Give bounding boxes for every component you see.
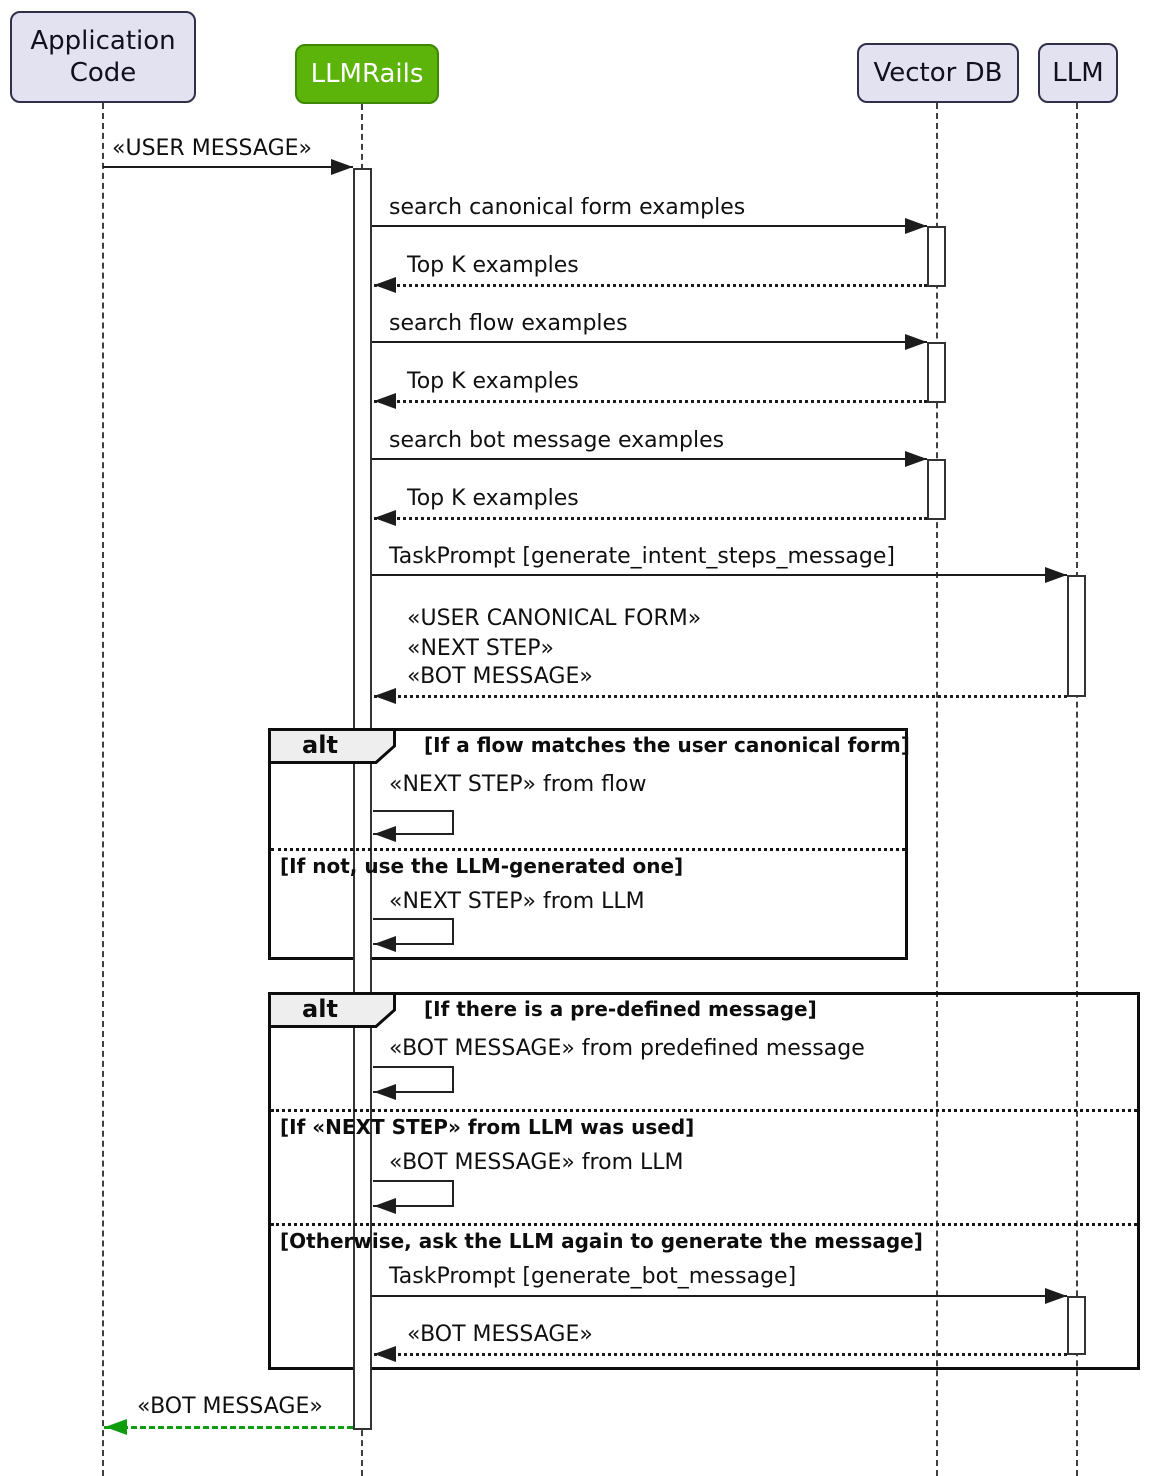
alt2-divider-2 [271,1223,1137,1226]
arrowhead-left-icon [374,277,396,293]
line-search-flow [372,341,927,343]
activation-vector-db-3 [927,459,946,520]
message-search-flow: search flow examples [389,311,628,336]
message-task-prompt-bot: TaskPrompt [generate_bot_message] [389,1264,797,1289]
activation-vector-db-2 [927,342,946,403]
line-task-prompt-intent [372,574,1067,576]
participant-application-code [10,11,196,103]
activation-llm-2 [1067,1296,1086,1355]
message-intent-return-3: «BOT MESSAGE» [407,664,593,689]
participant-llmrails-label: LLMRails [310,58,424,89]
participant-vector-db-label: Vector DB [873,57,1003,88]
line-user-message [103,166,353,168]
arrowhead-left-icon [374,688,396,704]
alt2-condition-1: [If there is a pre-defined message] [424,997,817,1021]
message-task-prompt-intent: TaskPrompt [generate_intent_steps_message] [389,544,895,569]
message-search-canonical: search canonical form examples [389,195,746,220]
line-top-k-1 [374,284,927,287]
message-next-step-from-llm: «NEXT STEP» from LLM [389,889,645,914]
arrowhead-left-icon [374,936,396,952]
message-top-k-1: Top K examples [407,253,579,278]
line-top-k-2 [374,400,927,403]
participant-llm [1038,43,1118,103]
line-search-bot [372,458,927,460]
message-bot-from-predefined: «BOT MESSAGE» from predefined message [389,1036,865,1061]
arrowhead-right-icon [905,451,927,467]
line-search-canonical [372,225,927,227]
arrowhead-left-icon [374,826,396,842]
message-bot-from-llm: «BOT MESSAGE» from LLM [389,1150,684,1175]
line-bot-return [374,1353,1067,1356]
participant-llm-label: LLM [1052,57,1104,88]
alt1-condition-1: [If a flow matches the user canonical form] [424,733,910,757]
line-intent-return [374,695,1067,698]
message-intent-return-2: «NEXT STEP» [407,636,554,661]
arrowhead-right-icon [905,218,927,234]
lifeline-application-code [102,103,104,1476]
message-bot-return: «BOT MESSAGE» [407,1322,593,1347]
alt2-condition-2: [If «NEXT STEP» from LLM was used] [280,1115,695,1139]
arrowhead-right-icon [1045,1288,1067,1304]
activation-vector-db-1 [927,226,946,287]
line-task-prompt-bot [372,1295,1067,1297]
alt1-condition-2: [If not, use the LLM-generated one] [280,854,684,878]
message-user-message: «USER MESSAGE» [112,136,312,161]
message-intent-return-1: «USER CANONICAL FORM» [407,606,702,631]
arrowhead-left-icon [374,1198,396,1214]
alt-keyword-1: alt [302,731,338,759]
alt1-divider [271,848,905,851]
line-top-k-3 [374,517,927,520]
alt2-condition-3: [Otherwise, ask the LLM again to generate the message] [280,1229,923,1253]
arrowhead-left-icon [374,1346,396,1362]
line-final-bot-message [104,1426,353,1429]
arrowhead-left-icon [374,393,396,409]
message-next-step-from-flow: «NEXT STEP» from flow [389,772,647,797]
activation-llm-1 [1067,575,1086,697]
arrowhead-left-icon [374,1084,396,1100]
alt-keyword-2: alt [302,995,338,1023]
participant-vector-db [857,43,1019,103]
arrowhead-right-icon [331,159,353,175]
arrowhead-left-icon [374,510,396,526]
message-final-bot-message: «BOT MESSAGE» [137,1394,323,1419]
arrowhead-left-green-icon [105,1419,127,1435]
participant-llmrails [295,44,439,104]
message-top-k-3: Top K examples [407,486,579,511]
participant-application-code-label: Application Code [30,25,176,88]
arrowhead-right-icon [905,334,927,350]
alt2-divider-1 [271,1109,1137,1112]
arrowhead-right-icon [1045,567,1067,583]
message-search-bot: search bot message examples [389,428,725,453]
message-top-k-2: Top K examples [407,369,579,394]
